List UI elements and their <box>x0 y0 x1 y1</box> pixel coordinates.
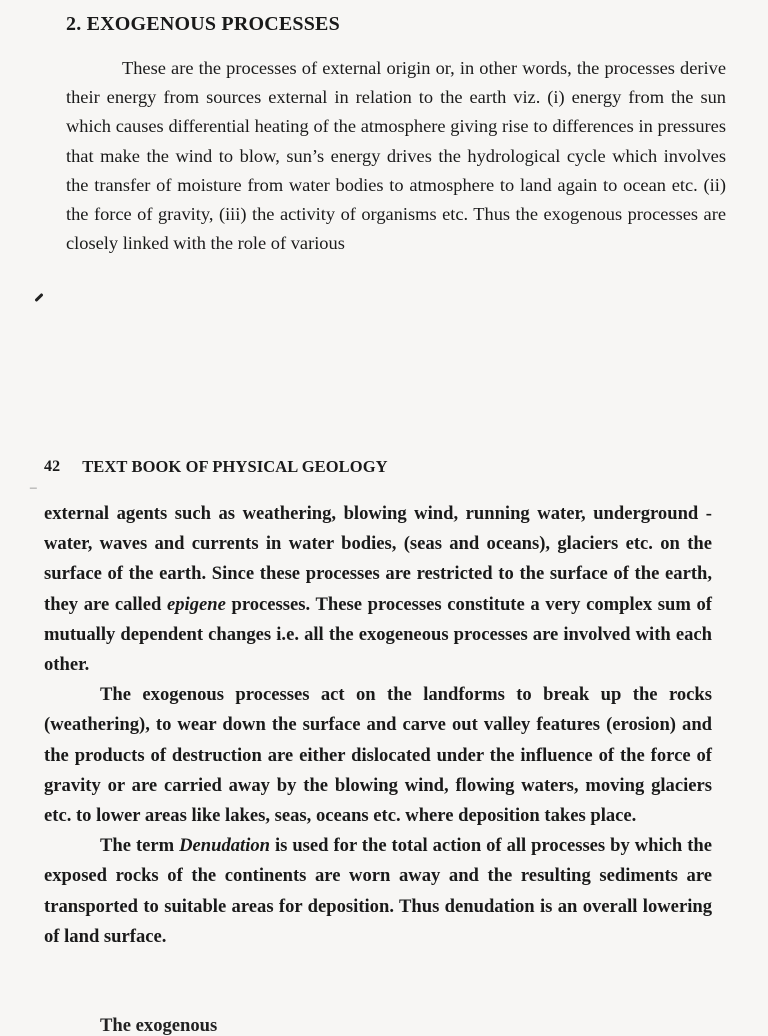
margin-tick: _ <box>30 475 37 489</box>
paragraph-text: external agents such as weathering, blowing wind, running water, underground - water, waves and currents in water bodies, (seas and oceans), glaciers etc. on the surface of the earth. Since these processes are restricted to the surface of the earth, they are called <box>44 503 712 615</box>
paragraph-text: The term <box>100 835 175 857</box>
stray-pen-mark <box>34 293 43 302</box>
page-number: 42 <box>44 458 61 475</box>
paragraph-exogenous-landforms: The exogenous processes act on the landforms to break up the rocks (weathering), to wear down the surface and carve out valley features (erosion) and the products of destruction are either dislocated under the influence of the force of gravity or are carried away by the blowing wind, flowing waters, moving glaciers etc. to lower areas like lakes, seas, oceans etc. where deposition takes place. <box>44 684 712 827</box>
cut-off-line: The exogenous <box>100 1015 218 1036</box>
paragraph-text: processes. These processes constitute a very complex sum of mutually dependent changes i.e. all the exogeneous processes are involved with each other. <box>44 593 713 676</box>
intro-paragraph: These are the processes of external origin or, in other words, the processes derive their energy from sources external in relation to the earth viz. (i) energy from the sun which causes differential heating of the atmosphere giving rise to differences in pressures that make the wind to blow, sun’s energy drives the hydrological cycle which involves the transfer of moisture from water bodies to atmosphere to land again to ocean etc. (ii) the force of gravity, (iii) the activity of organisms etc. Thus the exogenous processes are closely linked with the role of various <box>66 58 726 254</box>
paragraph-external-agents <box>44 499 712 680</box>
running-head <box>44 455 712 479</box>
paragraph-denudation <box>44 831 712 952</box>
upper-page <box>66 8 726 258</box>
lower-page <box>44 455 712 952</box>
italic-term-epigene: epigene <box>166 593 226 615</box>
paragraph-text: is used for the total action of all processes by which the exposed rocks of the continents are worn away and the resulting sediments are transported to suitable areas for deposition. Thus denudation is an overall lowering of land surface. <box>44 835 712 947</box>
book-title: TEXT BOOK OF PHYSICAL GEOLOGY <box>82 457 388 476</box>
section-heading: 2. EXOGENOUS PROCESSES <box>66 13 340 35</box>
italic-term-denudation: Denudation <box>179 835 271 857</box>
body-text <box>44 499 712 952</box>
